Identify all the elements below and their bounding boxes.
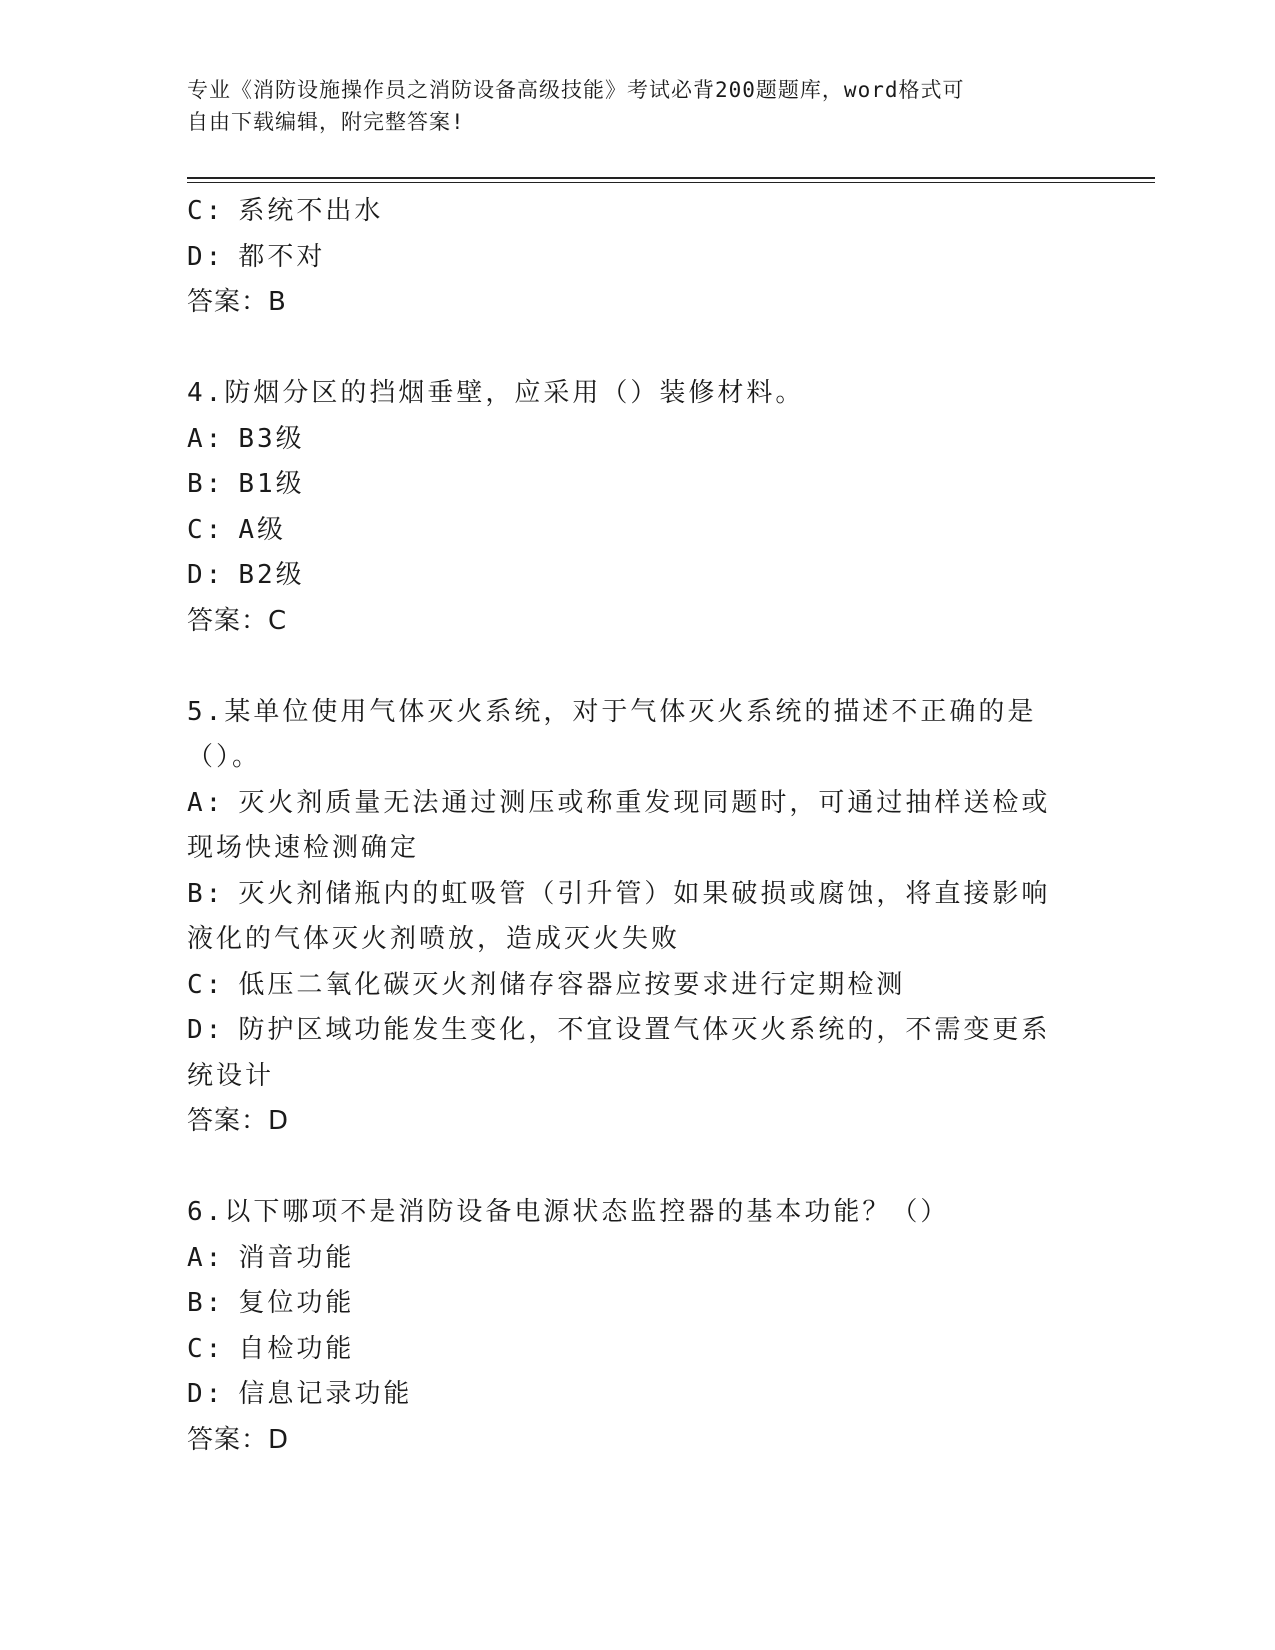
header-line-2: 自由下载编辑，附完整答案!: [187, 110, 465, 134]
question-list: [187, 189, 1087, 1463]
option-a: A: 消音功能: [187, 1242, 355, 1273]
answer-line: 答案：B: [187, 287, 287, 317]
document-header: [187, 74, 1067, 138]
header-rule-thick: [187, 177, 1155, 179]
option-d: D: 信息记录功能: [187, 1379, 413, 1409]
header-line-1: 专业《消防设施操作员之消防设备高级技能》考试必背200题题库，word格式可: [187, 78, 965, 102]
option-a: A: B3级: [187, 423, 305, 454]
option-d: D: B2级: [187, 560, 305, 590]
option-b: B: 复位功能: [187, 1288, 355, 1318]
option-c: C: 低压二氧化碳灭火剂储存容器应按要求进行定期检测: [187, 969, 906, 1000]
answer-line: 答案：D: [187, 1106, 290, 1136]
question-text: 4.防烟分区的挡烟垂壁，应采用（）装修材料。: [187, 378, 805, 408]
answer-line: 答案：D: [187, 1424, 290, 1455]
option-d: D: 防护区域功能发生变化，不宜设置气体灭火系统的，不需变更系统设计: [187, 1015, 1051, 1091]
header-rule-thin: [187, 182, 1155, 183]
option-b: B: 灭火剂储瓶内的虹吸管（引升管）如果破损或腐蚀，将直接影响液化的气体灭火剂喷放，造成灭火失败: [187, 878, 1051, 954]
option-d: D: 都不对: [187, 241, 326, 272]
option-a: A: 灭火剂质量无法通过测压或称重发现同题时，可通过抽样送检或现场快速检测确定: [187, 787, 1051, 863]
option-c: C: 系统不出水: [187, 196, 384, 226]
question-text: 5.某单位使用气体灭火系统，对于气体灭火系统的描述不正确的是（）。: [187, 696, 1037, 772]
option-c: C: A级: [187, 514, 286, 545]
answer-line: 答案：C: [187, 605, 288, 636]
option-c: C: 自检功能: [187, 1333, 355, 1364]
question-text: 6.以下哪项不是消防设备电源状态监控器的基本功能？（）: [187, 1197, 950, 1227]
option-b: B: B1级: [187, 469, 305, 499]
